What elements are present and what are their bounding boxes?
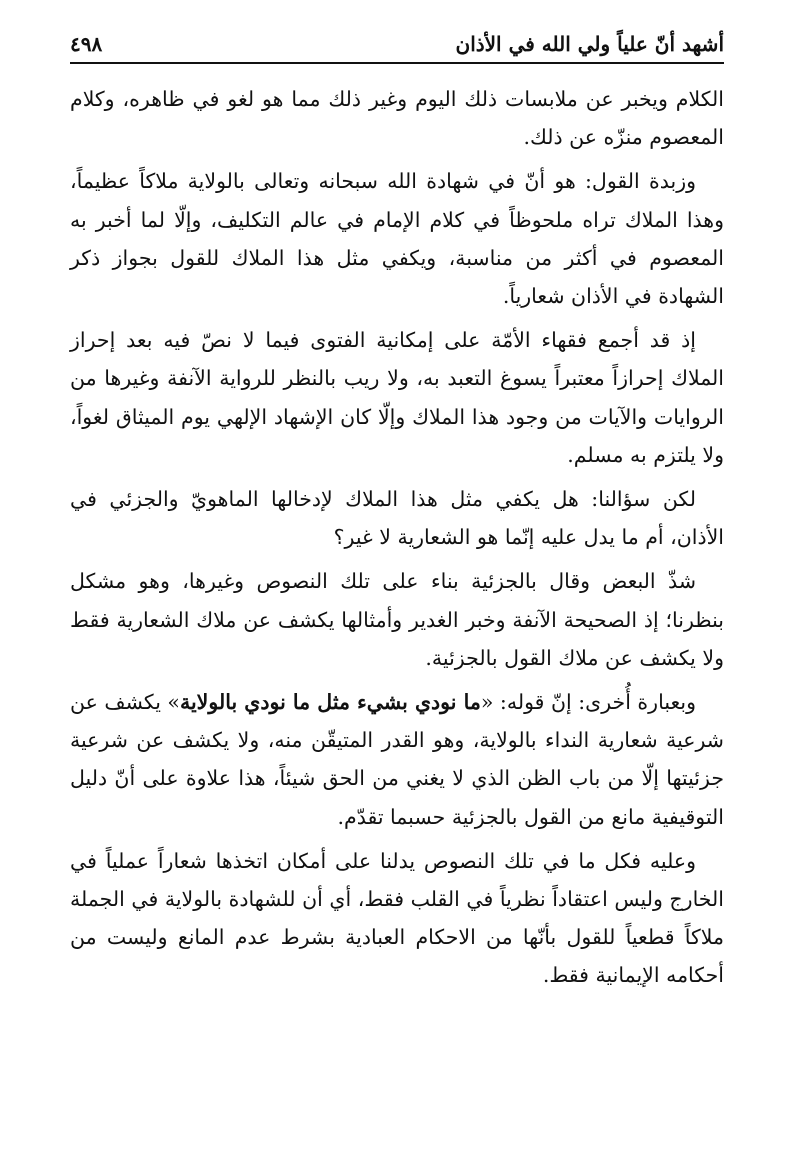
body-text bbox=[70, 80, 724, 1001]
running-title: أشهد أنّ علياً ولي الله في الأذان bbox=[455, 32, 724, 56]
page-header bbox=[70, 30, 724, 64]
paragraph: وزبدة القول: هو أنّ في شهادة الله سبحانه وتعالى بالولاية ملاكاً عظيماً، وهذا الملاك تراه ملحوظاً في كلام الإمام في عالم التكليف، وإلّا لما أخبر به المعصوم في أكثر من مناسبة، ويكفي مثل هذا الملاك للقول بجواز ذكر الشهادة في الأذان شعارياً. bbox=[70, 169, 724, 309]
paragraph: شذّ البعض وقال بالجزئية بناء على تلك النصوص وغيرها، وهو مشكل بنظرنا؛ إذ الصحيحة الآنفة وخبر الغدير وأمثالها يكشف عن ملاك الشعارية فقط ولا يكشف عن ملاك القول بالجزئية. bbox=[70, 569, 724, 670]
paragraph-rest: » يكشف عن شرعية شعارية النداء بالولاية، وهو القدر المتيقّن منه، ولا يكشف عن شرعية جزئيتها إلّا من باب الظن الذي لا يغني من الحق شيئاً، هذا علاوة على أنّ دليل التوقيفية مانع من القول بالجزئية حسبما تقدّم. bbox=[70, 690, 724, 829]
paragraph-with-quote bbox=[70, 683, 724, 836]
paragraph: وعليه فكل ما في تلك النصوص يدلنا على أمكان اتخذها شعاراً عملياً في الخارج وليس اعتقاداً نظرياً في القلب فقط، أي أن للشهادة بالولاية في الجملة ملاكاً قطعياً للقول بأنّها من الاحكام العبادية بشرط عدم المانع وليست من أحكامه الإيمانية فقط. bbox=[70, 848, 724, 988]
paragraph: لكن سؤالنا: هل يكفي مثل هذا الملاك لإدخالها الماهويّ والجزئي في الأذان، أم ما يدل عليه إنّما هو الشعارية لا غير؟ bbox=[70, 487, 724, 550]
paragraph-lead: وبعبارة أُخرى: إنّ قوله: « bbox=[480, 690, 696, 715]
paragraph: إذ قد أجمع فقهاء الأمّة على إمكانية الفتوى فيما لا نصّ فيه بعد إحراز الملاك إحرازاً معتبراً يسوغ التعبد به، ولا ريب بالنظر للرواية الآنفة وغيرها من الروايات والآيات من وجود هذا الملاك وإلّا كان الإشهاد الإلهي يوم الميثاق لغواً، ولا يلتزم به مسلم. bbox=[70, 328, 724, 467]
page-number: ٤٩٨ bbox=[70, 32, 103, 56]
hadith-quote: ما نودي بشيء مثل ما نودي بالولاية bbox=[179, 690, 481, 715]
paragraph: الكلام ويخبر عن ملابسات ذلك اليوم وغير ذلك مما هو لغو في ظاهره، وكلام المعصوم منزّه عن ذلك. bbox=[70, 87, 724, 150]
